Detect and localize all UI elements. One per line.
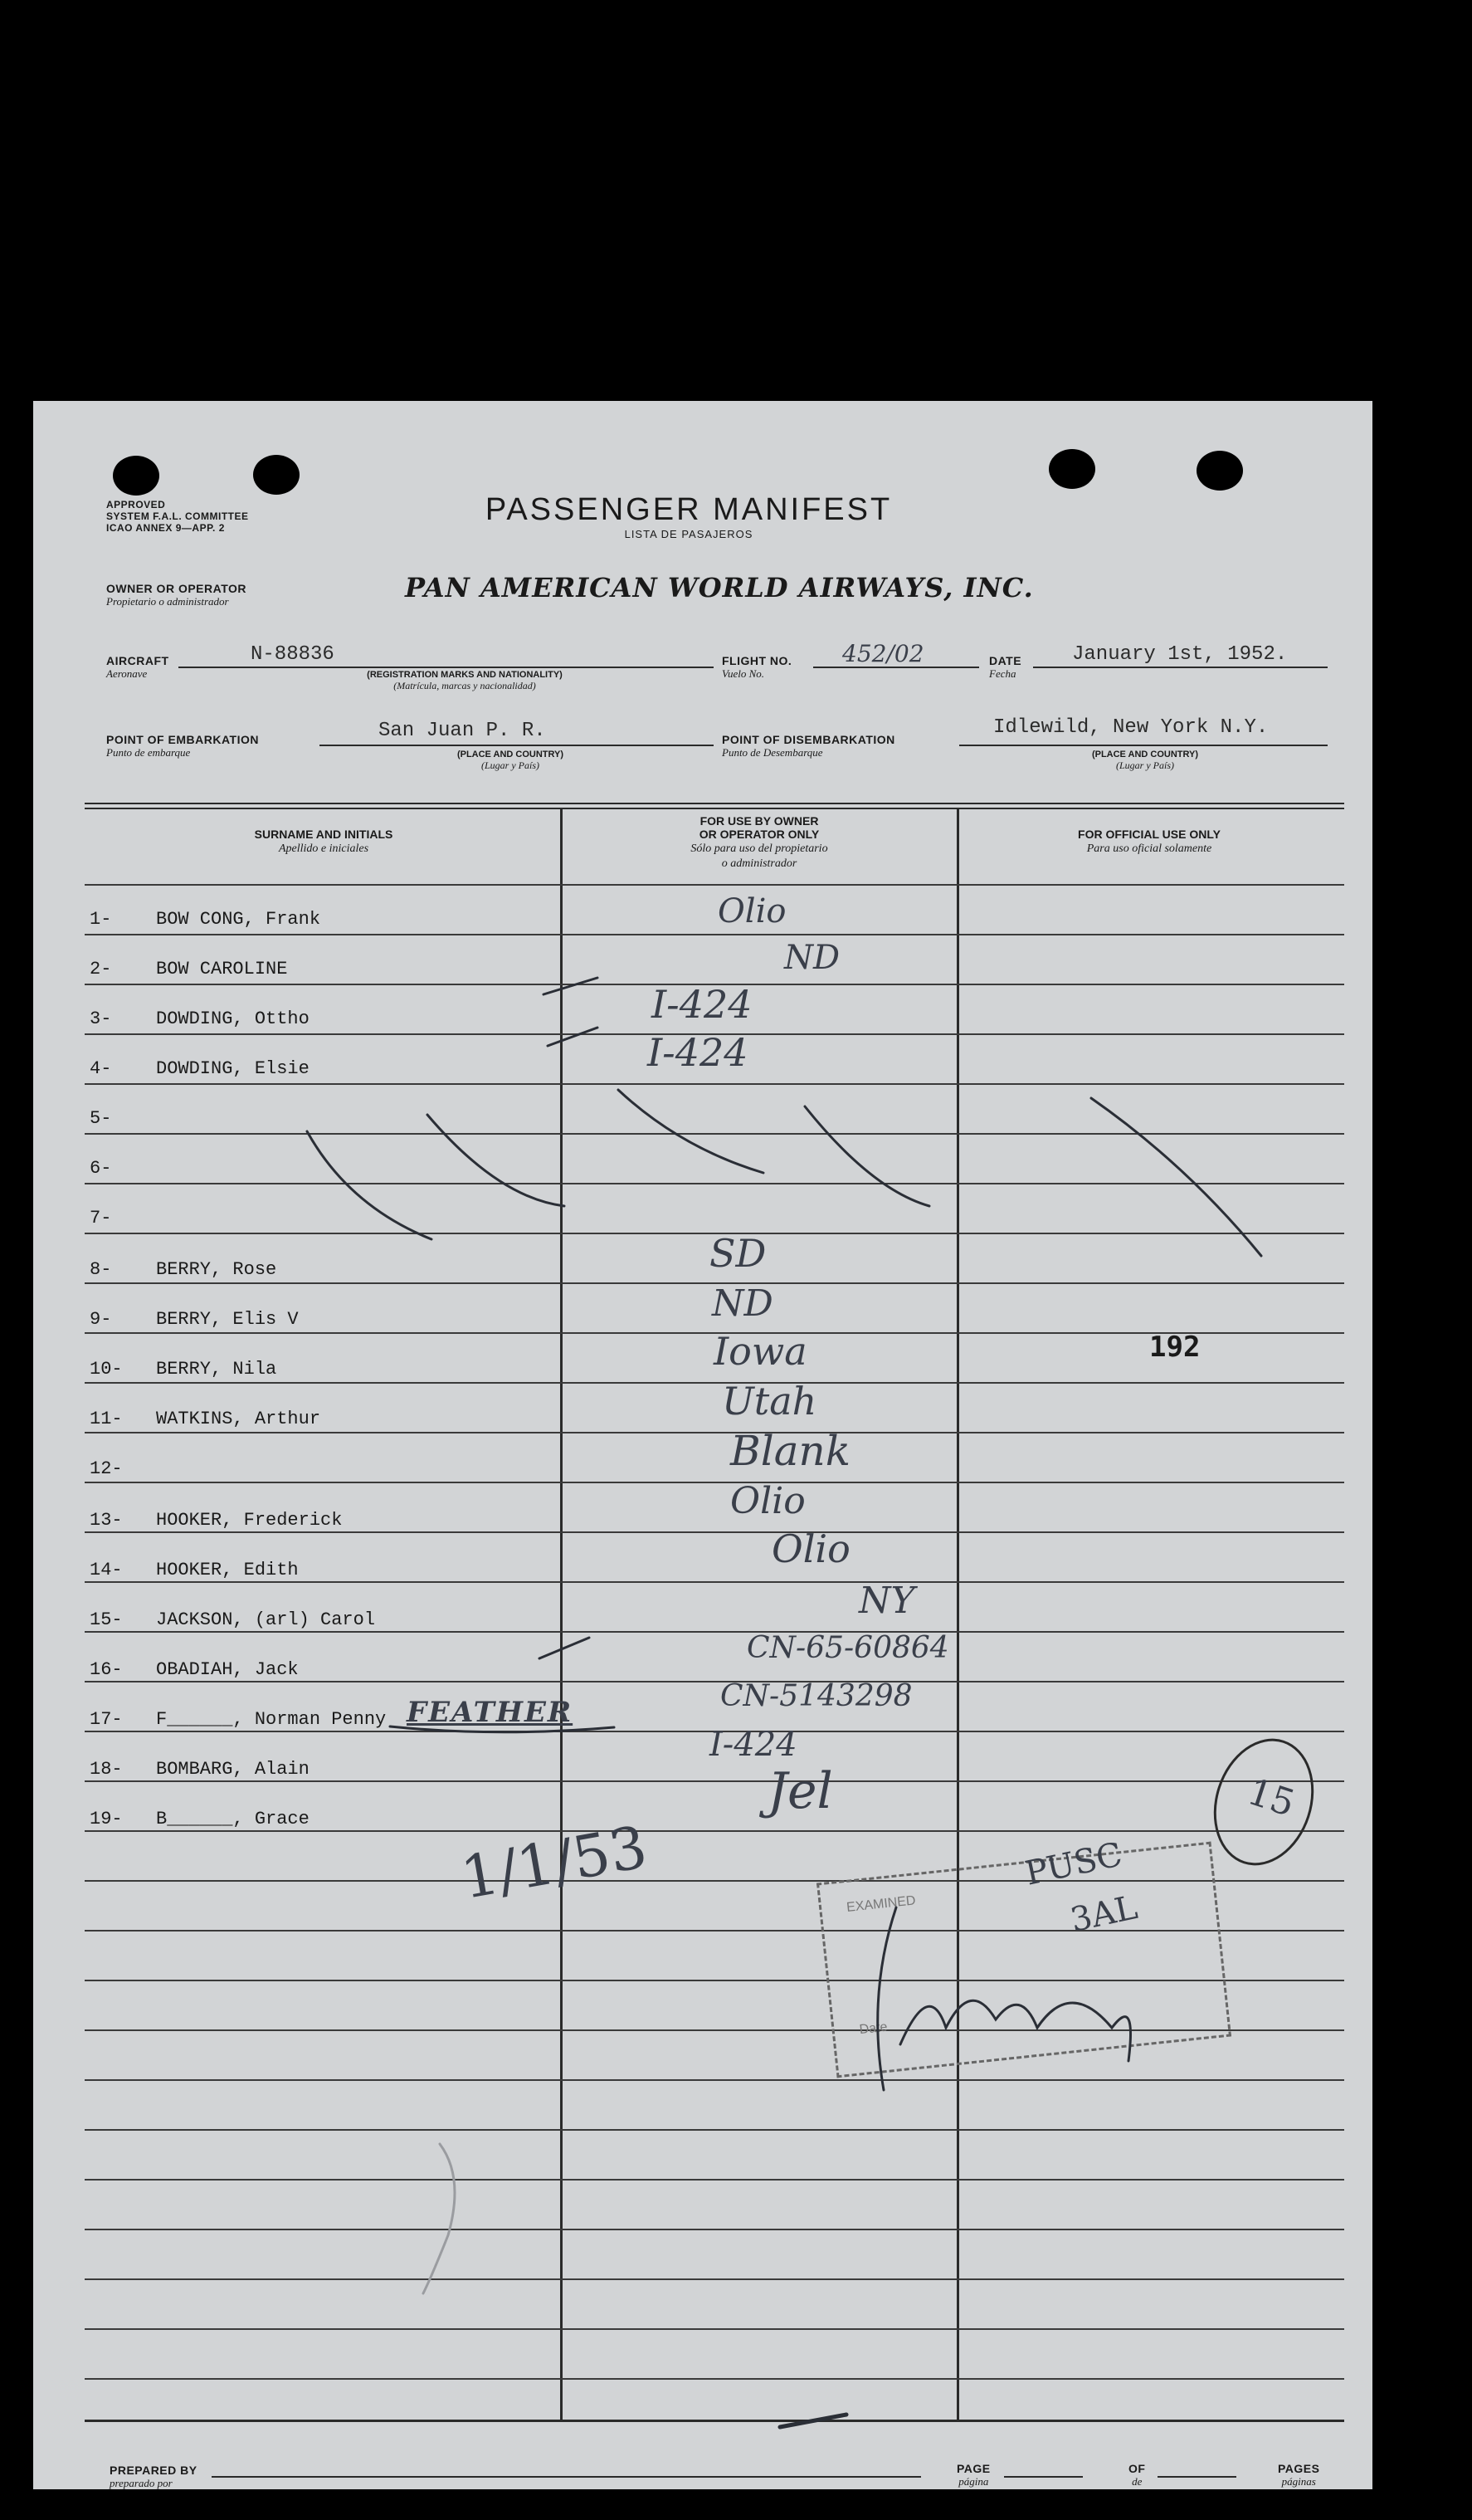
stamp-note: PUSC — [1021, 1835, 1126, 1893]
column-header-surname-es: Apellido e iniciales — [278, 842, 369, 855]
passenger-name: HOOKER, Edith — [156, 1560, 299, 1580]
stamp-note: 3AL — [1067, 1888, 1141, 1940]
passenger-name: OBADIAH, Jack — [156, 1659, 299, 1680]
operator-name: PAN AMERICAN WORLD AIRWAYS, INC. — [405, 572, 1034, 603]
column-header-official-en: FOR OFFICIAL USE ONLY — [1078, 828, 1221, 841]
embarkation-label-es: Punto de embarque — [106, 746, 191, 759]
owner-note: ND — [712, 1282, 773, 1325]
page-label-group — [957, 2462, 991, 2488]
row-number: 6- — [90, 1158, 112, 1179]
date-label: DATE — [989, 654, 1022, 667]
passenger-name: HOOKER, Frederick — [156, 1510, 343, 1531]
row-number: 14- — [90, 1560, 123, 1580]
row-number: 11- — [90, 1409, 123, 1429]
page-line — [1004, 2476, 1083, 2478]
handwriting-strokes — [33, 401, 1372, 2489]
approval-line: ICAO ANNEX 9—APP. 2 — [106, 522, 225, 534]
prepared-by-label-es: preparado por — [110, 2477, 173, 2489]
row-number: 7- — [90, 1208, 112, 1228]
prepared-by-group — [110, 2464, 197, 2490]
signature-stroke — [900, 2000, 1131, 2061]
owner-note: CN-65-60864 — [747, 1631, 949, 1665]
owner-label-es: Propietario o administrador — [106, 595, 229, 608]
strike-stroke — [307, 1131, 431, 1239]
owner-note: ND — [784, 939, 841, 977]
aircraft-caption-en: (REGISTRATION MARKS AND NATIONALITY) — [367, 670, 563, 680]
date-value: January 1st, 1952. — [1072, 643, 1288, 666]
row-number: 1- — [90, 909, 112, 930]
page-label: PAGE — [957, 2462, 991, 2475]
stamp-date: Date — [858, 2019, 889, 2038]
passenger-name: DOWDING, Elsie — [156, 1058, 310, 1079]
disembarkation-value: Idlewild, New York N.Y. — [993, 716, 1269, 739]
tick-stroke — [539, 1638, 589, 1658]
row-number: 2- — [90, 959, 112, 979]
handwritten-surname: FEATHER — [407, 1696, 573, 1729]
of-label-group — [1128, 2462, 1145, 2488]
tick-stroke — [548, 1028, 597, 1046]
of-label-es: de — [1132, 2475, 1143, 2488]
passenger-name: JACKSON, (arl) Carol — [156, 1609, 376, 1630]
signature-stroke — [878, 1907, 896, 2090]
aircraft-value: N-88836 — [251, 643, 334, 666]
owner-note: Olio — [718, 892, 787, 930]
disembarkation-label-es: Punto de Desembarque — [722, 746, 823, 759]
flight-value: 452/02 — [842, 640, 924, 667]
disembarkation-label: POINT OF DISEMBARKATION — [722, 733, 895, 746]
underline-stroke — [390, 1726, 614, 1732]
of-label: OF — [1128, 2462, 1146, 2475]
prepared-by-line — [212, 2476, 921, 2478]
column-header-official-es: Para uso oficial solamente — [1086, 842, 1212, 855]
pages-label: PAGES — [1278, 2462, 1320, 2475]
aircraft-label-es: Aeronave — [106, 667, 148, 680]
owner-note: Olio — [730, 1480, 806, 1522]
tick-stroke — [543, 978, 597, 994]
manifest-sheet — [33, 401, 1372, 2489]
row-number: 13- — [90, 1510, 123, 1531]
official-number: 192 — [1149, 1331, 1201, 1364]
passenger-name: BOMBARG, Alain — [156, 1759, 310, 1780]
strike-stroke — [427, 1115, 564, 1206]
pages-label-es: páginas — [1281, 2475, 1316, 2488]
owner-note: Olio — [772, 1526, 851, 1571]
passenger-name: B______, Grace — [156, 1809, 310, 1829]
owner-note: Utah — [722, 1379, 817, 1424]
passenger-name: BOW CONG, Frank — [156, 909, 321, 930]
flight-label-es: Vuelo No. — [722, 667, 765, 680]
row-number: 16- — [90, 1659, 123, 1680]
handwritten-date: 1/1/53 — [456, 1813, 652, 1912]
faint-stroke — [423, 2144, 455, 2293]
owner-note: I-424 — [709, 1726, 797, 1764]
owner-note: Jel — [768, 1762, 833, 1820]
aircraft-label: AIRCRAFT — [106, 654, 169, 667]
passenger-name: DOWDING, Ottho — [156, 1008, 310, 1029]
owner-note: CN-5143298 — [720, 1679, 913, 1713]
passenger-name: F______, Norman Penny — [156, 1709, 387, 1730]
owner-note: I-424 — [651, 982, 753, 1027]
prepared-by-label: PREPARED BY — [110, 2464, 197, 2477]
approval-line: SYSTEM F.A.L. COMMITTEE — [106, 510, 249, 522]
disembarkation-caption-en: (PLACE AND COUNTRY) — [1091, 750, 1199, 759]
column-header-surname-en: SURNAME AND INITIALS — [254, 828, 393, 841]
row-number: 12- — [90, 1458, 123, 1479]
passenger-name: BERRY, Rose — [156, 1259, 277, 1280]
embarkation-value: San Juan P. R. — [378, 720, 546, 742]
stamp-text: EXAMINED — [846, 1893, 917, 1915]
embarkation-caption-es: (Lugar y País) — [481, 759, 539, 771]
embarkation-caption-en: (PLACE AND COUNTRY) — [456, 750, 564, 759]
owner-note: Blank — [730, 1427, 851, 1475]
strike-stroke — [1091, 1098, 1261, 1256]
strike-stroke — [805, 1106, 929, 1206]
row-number: 10- — [90, 1359, 123, 1380]
owner-note: Iowa — [714, 1329, 807, 1374]
row-number: 8- — [90, 1259, 112, 1280]
column-header-owner-use-es: Sólo para uso del propietario — [690, 842, 828, 855]
aircraft-caption-es: (Matrícula, marcas y nacionalidad) — [393, 680, 536, 691]
row-number: 19- — [90, 1809, 123, 1829]
circled-count-text: 15 — [1242, 1770, 1300, 1825]
passenger-name: BERRY, Nila — [156, 1359, 277, 1380]
column-header-owner-use-line: FOR USE BY OWNER — [699, 814, 819, 828]
row-number: 17- — [90, 1709, 123, 1730]
column-header-owner-use-line: OR OPERATOR ONLY — [699, 828, 820, 841]
passenger-name: WATKINS, Arthur — [156, 1409, 321, 1429]
passenger-name: BOW CAROLINE — [156, 959, 288, 979]
owner-note: I-424 — [647, 1030, 748, 1075]
row-number: 15- — [90, 1609, 123, 1630]
dash-stroke — [780, 2415, 846, 2427]
row-number: 3- — [90, 1008, 112, 1029]
row-number: 4- — [90, 1058, 112, 1079]
of-line — [1158, 2476, 1236, 2478]
pages-label-group — [1278, 2462, 1319, 2488]
strike-stroke — [618, 1090, 763, 1173]
row-number: 18- — [90, 1759, 123, 1780]
passenger-name: BERRY, Elis V — [156, 1309, 299, 1330]
flight-label: FLIGHT NO. — [722, 654, 792, 667]
column-header-owner-use-es: o administrador — [721, 857, 797, 870]
disembarkation-caption-es: (Lugar y País) — [1116, 759, 1174, 771]
approval-line: APPROVED — [106, 499, 166, 510]
date-label-es: Fecha — [989, 667, 1016, 680]
embarkation-label: POINT OF EMBARKATION — [106, 733, 259, 746]
owner-note: NY — [859, 1580, 915, 1622]
row-number: 5- — [90, 1108, 112, 1129]
row-number: 9- — [90, 1309, 112, 1330]
page-title: PASSENGER MANIFEST — [485, 492, 893, 527]
owner-label: OWNER OR OPERATOR — [106, 582, 246, 595]
owner-note: SD — [709, 1231, 767, 1276]
page-subtitle: LISTA DE PASAJEROS — [624, 528, 753, 540]
page-label-es: página — [958, 2475, 989, 2488]
